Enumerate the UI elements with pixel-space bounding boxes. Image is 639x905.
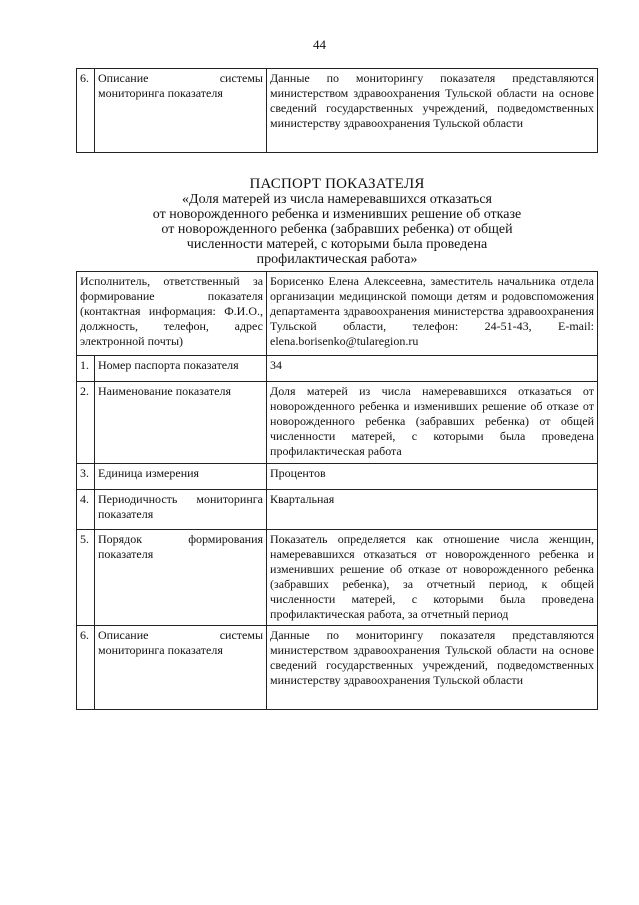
row-number: 3.: [77, 464, 95, 490]
table-row: [77, 490, 598, 530]
table-row: [77, 382, 598, 464]
passport-title: ПАСПОРТ ПОКАЗАТЕЛЯ: [249, 176, 425, 192]
row-value: Данные по мониторингу показателя представляются министерством здравоохранения Тульской области на основе сведений государственных учреждений, подведомственных министерству здравоохранения Тульской области: [267, 626, 598, 710]
row-value: Данные по мониторингу показателя представляются министерством здравоохранения Тульской области на основе сведений государственных учреждений, подведомственных министерству здравоохранения Тульской области: [267, 69, 598, 153]
row-number: 1.: [77, 356, 95, 382]
passport-subtitle-line: от новорожденного ребенка (забравших ребенка) от общей: [161, 222, 513, 237]
passport-subtitle-line: от новорожденного ребенка и изменивших решение об отказе: [152, 207, 522, 222]
row-value: Доля матерей из числа намеревавшихся отказаться от новорожденного ребенка и изменивших решение об отказе от новорожденного ребенка (забравших ребенка) от общей численности матерей, с которыми была проведена профилактическая работа: [267, 382, 598, 464]
table-row: [77, 530, 598, 626]
responsible-row: [77, 272, 598, 356]
row-label: Порядок формирования показателя: [95, 530, 267, 626]
row-number: 2.: [77, 382, 95, 464]
row-value: Показатель определяется как отношение числа женщин, намеревавшихся отказаться от новорожденного ребенка и изменивших решение об отказе от новорожденного ребенка (забравших ребенка), за отчетный период, к общей численности матерей, с которыми была проведена профилактическая работа, за отчетный период: [267, 530, 598, 626]
row-label: Описание системы мониторинга показателя: [95, 69, 267, 153]
passport-subtitle-line: «Доля матерей из числа намеревавшихся отказаться: [182, 192, 492, 207]
passport-subtitle-line: численности матерей, с которыми была проведена: [186, 237, 488, 252]
responsible-label: Исполнитель, ответственный за формирование показателя (контактная информация: Ф.И.О., должность, телефон, адрес электронной почты): [77, 272, 267, 356]
row-number: 4.: [77, 490, 95, 530]
row-label: Периодичность мониторинга показателя: [95, 490, 267, 530]
passport-table: [76, 271, 598, 710]
row-value: Квартальная: [267, 490, 598, 530]
row-label: Номер паспорта показателя: [95, 356, 267, 382]
row-number: 6.: [77, 626, 95, 710]
table-row: [77, 69, 598, 153]
row-value: 34: [267, 356, 598, 382]
page-number: 44: [313, 37, 326, 52]
row-label: Описание системы мониторинга показателя: [95, 626, 267, 710]
row-number: 6.: [77, 69, 95, 153]
row-value: Процентов: [267, 464, 598, 490]
row-number: 5.: [77, 530, 95, 626]
table-row: [77, 356, 598, 382]
passport-title-block: [76, 177, 598, 267]
top-table: [76, 68, 598, 153]
responsible-value: Борисенко Елена Алексеевна, заместитель начальника отдела организации медицинской помощи детям и родовспоможения департамента здравоохранения министерства здравоохранения Тульской области, телефон: 24-51-43, E-mail: elena.borisenko@tularegion.ru: [267, 272, 598, 356]
passport-subtitle-line: профилактическая работа»: [256, 252, 418, 267]
row-label: Единица измерения: [95, 464, 267, 490]
table-row: [77, 626, 598, 710]
row-label: Наименование показателя: [95, 382, 267, 464]
table-row: [77, 464, 598, 490]
